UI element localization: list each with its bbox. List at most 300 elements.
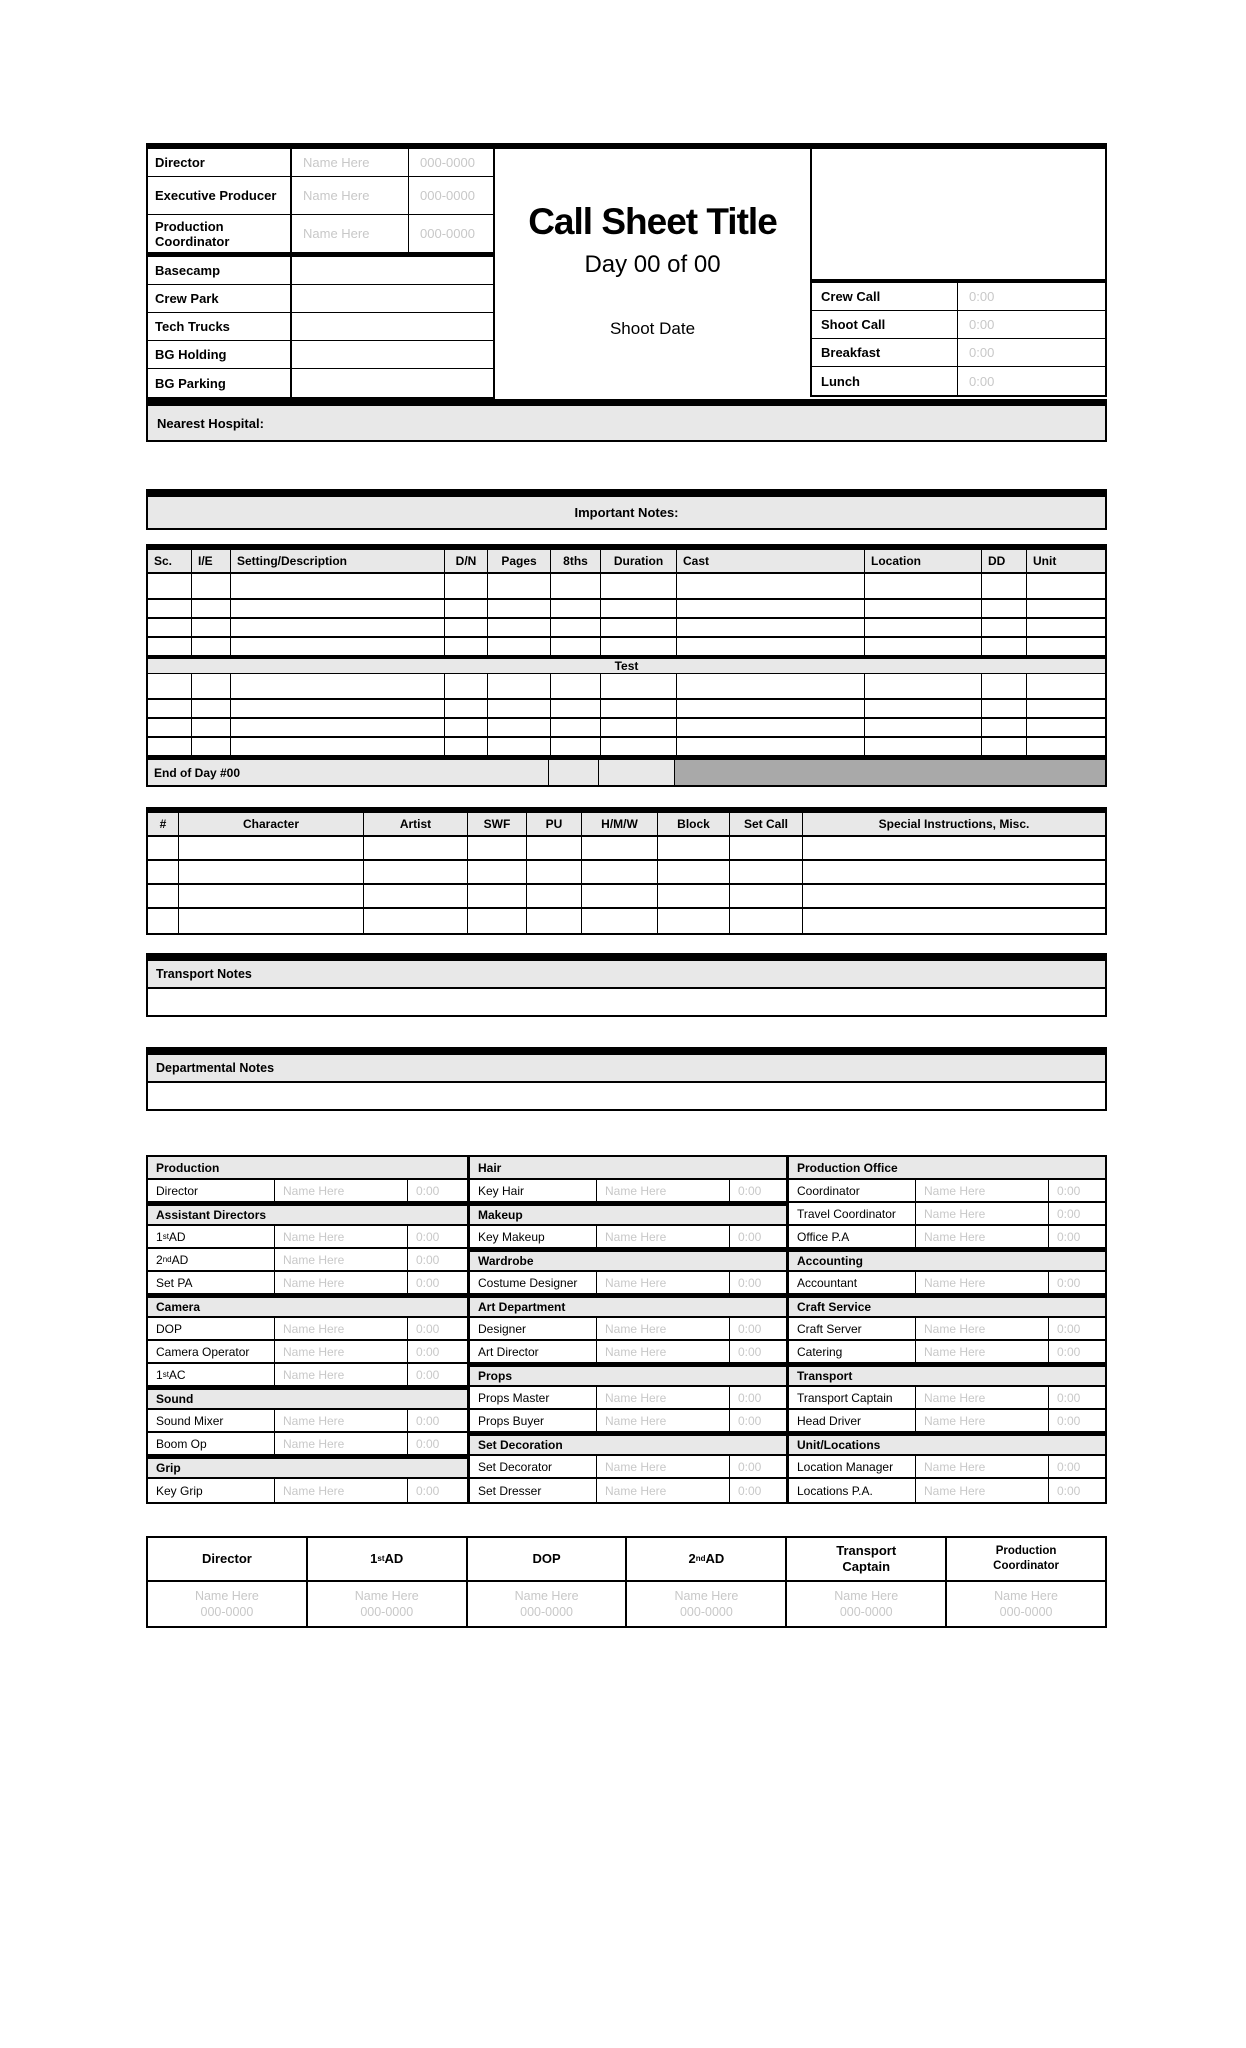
scene-cell[interactable]	[148, 574, 192, 598]
scene-cell[interactable]	[1027, 719, 1105, 736]
scene-cell[interactable]	[982, 700, 1027, 717]
cast-cell[interactable]	[658, 861, 730, 883]
location-value-field[interactable]	[292, 369, 493, 397]
scene-cell[interactable]	[231, 719, 445, 736]
crew-row	[789, 1456, 1105, 1479]
scene-cell[interactable]	[677, 638, 865, 655]
crew-name-field[interactable]: Name Here	[275, 1318, 408, 1339]
scene-cell[interactable]	[192, 674, 231, 698]
crew-name-field[interactable]: Name Here	[597, 1410, 730, 1431]
transport-notes-section	[146, 953, 1107, 1017]
cast-cell[interactable]	[803, 885, 1105, 907]
scene-cell[interactable]	[192, 700, 231, 717]
scene-cell[interactable]	[865, 674, 982, 698]
cast-cell[interactable]	[148, 837, 179, 859]
scene-cell[interactable]	[982, 638, 1027, 655]
crew-section-header: Accounting	[789, 1249, 1105, 1272]
crew-row	[789, 1226, 1105, 1249]
scene-cell[interactable]	[231, 574, 445, 598]
scene-cell[interactable]	[148, 719, 192, 736]
scene-cell[interactable]	[488, 638, 551, 655]
cast-cell[interactable]	[179, 909, 364, 933]
day-counter: Day 00 of 00	[584, 251, 721, 278]
scene-cell[interactable]	[551, 700, 601, 717]
scene-cell[interactable]	[488, 719, 551, 736]
cast-cell[interactable]	[527, 837, 582, 859]
scene-cell[interactable]	[601, 638, 677, 655]
location-label: Tech Trucks	[148, 313, 292, 340]
crew-row	[470, 1410, 786, 1433]
scene-cell[interactable]	[488, 600, 551, 617]
crew-role-label: Set Dresser	[470, 1479, 597, 1502]
scene-cell[interactable]	[865, 619, 982, 636]
location-value-field[interactable]	[292, 257, 493, 284]
footer-contact-field[interactable]: Name Here 000-0000	[834, 1589, 899, 1619]
crew-role-label: 1 st AC	[148, 1364, 275, 1385]
scene-cell[interactable]	[982, 674, 1027, 698]
crew-section-header: Camera	[148, 1295, 467, 1318]
crew-name-field[interactable]: Name Here	[275, 1433, 408, 1454]
crew-time-field[interactable]: 0:00	[1057, 1413, 1081, 1428]
scene-cell[interactable]	[488, 619, 551, 636]
crew-time-field[interactable]: 0:00	[1057, 1390, 1081, 1405]
crew-column-2	[467, 1157, 786, 1502]
crew-row	[789, 1318, 1105, 1341]
crew-name-field[interactable]: Name Here	[275, 1272, 408, 1293]
crew-section-header: Transport	[789, 1364, 1105, 1387]
crew-name-field[interactable]: Name Here	[597, 1341, 730, 1362]
cast-cell[interactable]	[468, 861, 527, 883]
crew-time-field[interactable]: 0:00	[416, 1321, 440, 1336]
crew-time-field[interactable]: 0:00	[416, 1436, 440, 1451]
scene-cell[interactable]	[445, 738, 488, 755]
scene-cell[interactable]	[601, 700, 677, 717]
scene-cell[interactable]	[865, 719, 982, 736]
cast-cell[interactable]	[179, 837, 364, 859]
location-row	[148, 369, 493, 397]
scene-cell[interactable]	[231, 600, 445, 617]
scene-cell[interactable]	[148, 738, 192, 755]
crew-name-field[interactable]: Name Here	[275, 1410, 408, 1431]
scene-cell[interactable]	[601, 719, 677, 736]
crew-name-field[interactable]: Name Here	[275, 1180, 408, 1201]
scene-cell[interactable]	[865, 638, 982, 655]
cast-cell[interactable]	[658, 885, 730, 907]
location-label: BG Parking	[148, 369, 292, 397]
crew-name-field[interactable]: Name Here	[916, 1226, 1049, 1247]
scene-row	[148, 574, 1105, 600]
footer-contact-field[interactable]: Name Here 000-0000	[514, 1589, 579, 1619]
scene-cell[interactable]	[488, 574, 551, 598]
footer-contact-field[interactable]: Name Here 000-0000	[354, 1589, 419, 1619]
cast-cell[interactable]	[582, 861, 658, 883]
crew-role-label: Designer	[470, 1318, 597, 1339]
crew-time-field[interactable]: 0:00	[416, 1344, 440, 1359]
crew-name-field[interactable]: Name Here	[916, 1180, 1049, 1201]
footer-role-label: 2 nd AD	[627, 1538, 785, 1582]
scene-cell[interactable]	[1027, 738, 1105, 755]
footer-column	[945, 1538, 1105, 1626]
crew-row	[148, 1272, 467, 1295]
transport-notes-field[interactable]	[148, 989, 1105, 1015]
time-value-field[interactable]: 0:00	[969, 289, 995, 304]
call-sheet-content	[146, 143, 1107, 1628]
crew-time-field[interactable]: 0:00	[738, 1459, 762, 1474]
scene-cell[interactable]	[445, 719, 488, 736]
scene-cell[interactable]	[148, 638, 192, 655]
scene-col-header: 8ths	[551, 550, 601, 572]
crew-name-field[interactable]: Name Here	[597, 1226, 730, 1247]
crew-time-field[interactable]: 0:00	[738, 1183, 762, 1198]
crew-role-label: Key Hair	[470, 1180, 597, 1201]
crew-name-field[interactable]: Name Here	[275, 1226, 408, 1247]
cast-cell[interactable]	[468, 909, 527, 933]
cast-cell[interactable]	[527, 885, 582, 907]
scene-cell[interactable]	[231, 700, 445, 717]
cast-cell[interactable]	[582, 837, 658, 859]
departmental-notes-field[interactable]	[148, 1083, 1105, 1109]
scene-cell[interactable]	[488, 674, 551, 698]
crew-name-field[interactable]: Name Here	[597, 1180, 730, 1201]
cast-cell[interactable]	[658, 837, 730, 859]
location-value-field[interactable]	[292, 313, 493, 340]
location-label: Basecamp	[148, 257, 292, 284]
crew-time-field[interactable]: 0:00	[738, 1344, 762, 1359]
scene-row	[148, 600, 1105, 619]
crew-role-label: Props Buyer	[470, 1410, 597, 1431]
logo-placeholder-box	[810, 149, 1107, 283]
cast-row	[148, 837, 1105, 861]
scene-cell[interactable]	[551, 719, 601, 736]
footer-column	[625, 1538, 785, 1626]
time-label: Lunch	[812, 367, 958, 395]
scene-cell[interactable]	[551, 574, 601, 598]
cast-cell[interactable]	[364, 885, 468, 907]
crew-row	[148, 1249, 467, 1272]
cast-cell[interactable]	[582, 885, 658, 907]
cast-cell[interactable]	[527, 909, 582, 933]
scene-cell[interactable]	[192, 600, 231, 617]
page-title: Call Sheet Title	[528, 201, 777, 242]
crew-name-field[interactable]: Name Here	[275, 1364, 408, 1385]
end-of-day-dark-cell	[675, 760, 1105, 785]
scene-col-header: I/E	[192, 550, 231, 572]
crew-role-label: DOP	[148, 1318, 275, 1339]
scene-cell[interactable]	[445, 674, 488, 698]
scene-cell[interactable]	[148, 674, 192, 698]
crew-time-field[interactable]: 0:00	[738, 1390, 762, 1405]
crew-section-header: Assistant Directors	[148, 1203, 467, 1226]
scene-cell[interactable]	[192, 574, 231, 598]
scene-cell[interactable]	[982, 719, 1027, 736]
scene-cell[interactable]	[445, 600, 488, 617]
crew-time-field[interactable]: 0:00	[1057, 1459, 1081, 1474]
scene-cell[interactable]	[601, 619, 677, 636]
scene-cell[interactable]	[148, 700, 192, 717]
cast-row	[148, 909, 1105, 933]
scene-cell[interactable]	[982, 619, 1027, 636]
cast-col-header: PU	[527, 813, 582, 835]
scene-cell[interactable]	[445, 638, 488, 655]
crew-row	[470, 1226, 786, 1249]
crew-name-field[interactable]: Name Here	[275, 1479, 408, 1502]
scene-cell[interactable]	[551, 638, 601, 655]
crew-section-header: Props	[470, 1364, 786, 1387]
crew-time-field[interactable]: 0:00	[416, 1413, 440, 1428]
location-row	[148, 285, 493, 313]
scene-cell[interactable]	[601, 738, 677, 755]
scene-cell[interactable]	[445, 574, 488, 598]
scene-cell[interactable]	[601, 574, 677, 598]
cast-col-header: Artist	[364, 813, 468, 835]
contact-phone-field[interactable]: 000-0000	[420, 226, 475, 241]
scene-cell[interactable]	[192, 738, 231, 755]
scene-cell[interactable]	[982, 738, 1027, 755]
cast-cell[interactable]	[179, 885, 364, 907]
crew-grid	[146, 1155, 1107, 1504]
footer-role-label: 1 st AD	[308, 1538, 466, 1582]
scene-cell[interactable]	[865, 738, 982, 755]
contact-name-field[interactable]: Name Here	[292, 215, 409, 252]
nearest-hospital-bar[interactable]: Nearest Hospital:	[146, 399, 1107, 442]
contact-role-label: Executive Producer	[148, 177, 292, 214]
scene-cell[interactable]	[192, 619, 231, 636]
crew-time-field[interactable]: 0:00	[416, 1275, 440, 1290]
scene-cell[interactable]	[231, 619, 445, 636]
scene-cell[interactable]	[982, 574, 1027, 598]
crew-section-header: Hair	[470, 1157, 786, 1180]
crew-role-label: Locations P.A.	[789, 1479, 916, 1502]
scene-cell[interactable]	[677, 700, 865, 717]
crew-section-header: Craft Service	[789, 1295, 1105, 1318]
crew-row	[148, 1180, 467, 1203]
location-value-field[interactable]	[292, 341, 493, 368]
crew-name-field[interactable]: Name Here	[275, 1249, 408, 1270]
scene-cell[interactable]	[148, 619, 192, 636]
scene-cell[interactable]	[551, 619, 601, 636]
time-value-field[interactable]: 0:00	[969, 373, 995, 389]
crew-role-label: Set Decorator	[470, 1456, 597, 1477]
scene-cell[interactable]	[488, 700, 551, 717]
crew-name-field[interactable]: Name Here	[916, 1318, 1049, 1339]
crew-time-field[interactable]: 0:00	[738, 1321, 762, 1336]
scene-row	[148, 719, 1105, 738]
cast-cell[interactable]	[730, 885, 803, 907]
crew-time-field[interactable]: 0:00	[738, 1275, 762, 1290]
crew-role-label: 1 st AD	[148, 1226, 275, 1247]
cast-table	[146, 807, 1107, 935]
scene-cell[interactable]	[192, 638, 231, 655]
cast-cell[interactable]	[364, 909, 468, 933]
end-of-day-label: End of Day #00	[148, 760, 549, 785]
crew-time-field[interactable]: 0:00	[738, 1229, 762, 1244]
cast-cell[interactable]	[148, 861, 179, 883]
scene-row	[148, 700, 1105, 719]
footer-contact-field[interactable]: Name Here 000-0000	[194, 1589, 259, 1619]
cast-cell[interactable]	[803, 909, 1105, 933]
crew-time-field[interactable]: 0:00	[416, 1367, 440, 1382]
crew-time-field[interactable]: 0:00	[738, 1483, 762, 1498]
cast-cell[interactable]	[658, 909, 730, 933]
cast-cell[interactable]	[148, 885, 179, 907]
cast-header-row	[148, 813, 1105, 837]
crew-name-field[interactable]: Name Here	[916, 1479, 1049, 1502]
crew-name-field[interactable]: Name Here	[916, 1410, 1049, 1431]
scene-cell[interactable]	[1027, 619, 1105, 636]
scene-row	[148, 638, 1105, 657]
cast-row	[148, 861, 1105, 885]
scene-cell[interactable]	[677, 574, 865, 598]
scene-cell[interactable]	[551, 674, 601, 698]
scene-cell[interactable]	[1027, 600, 1105, 617]
crew-row	[789, 1203, 1105, 1226]
crew-row	[148, 1318, 467, 1341]
scene-cell[interactable]	[148, 600, 192, 617]
contact-name-field[interactable]: Name Here	[292, 149, 409, 176]
crew-time-field[interactable]: 0:00	[1057, 1483, 1081, 1498]
scene-col-header: DD	[982, 550, 1027, 572]
cast-cell[interactable]	[527, 861, 582, 883]
scene-cell[interactable]	[445, 619, 488, 636]
time-row	[812, 367, 1105, 395]
crew-time-field[interactable]: 0:00	[416, 1252, 440, 1267]
scene-cell[interactable]	[488, 738, 551, 755]
scene-cell[interactable]	[865, 700, 982, 717]
cast-cell[interactable]	[364, 861, 468, 883]
crew-time-field[interactable]: 0:00	[416, 1183, 440, 1198]
crew-name-field[interactable]: Name Here	[597, 1387, 730, 1408]
crew-name-field[interactable]: Name Here	[916, 1387, 1049, 1408]
crew-role-label: Boom Op	[148, 1433, 275, 1454]
crew-role-label: Art Director	[470, 1341, 597, 1362]
scene-cell[interactable]	[677, 674, 865, 698]
cast-col-header: #	[148, 813, 179, 835]
crew-row	[148, 1226, 467, 1249]
crew-section-header: Grip	[148, 1456, 467, 1479]
time-value-field[interactable]: 0:00	[969, 345, 995, 360]
scene-cell[interactable]	[231, 738, 445, 755]
scene-cell[interactable]	[1027, 700, 1105, 717]
cast-cell[interactable]	[803, 861, 1105, 883]
scene-cell[interactable]	[551, 738, 601, 755]
cast-cell[interactable]	[468, 885, 527, 907]
crew-name-field[interactable]: Name Here	[916, 1456, 1049, 1477]
cast-col-header: Character	[179, 813, 364, 835]
crew-time-field[interactable]: 0:00	[738, 1413, 762, 1428]
scene-row	[148, 674, 1105, 700]
scene-cell[interactable]	[982, 600, 1027, 617]
crew-row	[148, 1341, 467, 1364]
cast-cell[interactable]	[730, 837, 803, 859]
contact-phone-field[interactable]: 000-0000	[420, 188, 475, 203]
crew-name-field[interactable]: Name Here	[916, 1341, 1049, 1362]
cast-cell[interactable]	[730, 909, 803, 933]
time-value-field[interactable]: 0:00	[969, 317, 995, 332]
location-label: Crew Park	[148, 285, 292, 312]
location-value-field[interactable]	[292, 285, 493, 312]
crew-name-field[interactable]: Name Here	[597, 1456, 730, 1477]
crew-name-field[interactable]: Name Here	[916, 1272, 1049, 1293]
contact-phone-field[interactable]: 000-0000	[420, 155, 475, 170]
scene-cell[interactable]	[1027, 574, 1105, 598]
footer-contact-field[interactable]: Name Here 000-0000	[674, 1589, 739, 1619]
crew-time-field[interactable]: 0:00	[1057, 1183, 1081, 1198]
call-times-table	[810, 283, 1107, 397]
contact-row	[148, 149, 493, 177]
scene-cell[interactable]	[192, 719, 231, 736]
crew-row	[148, 1433, 467, 1456]
cast-cell[interactable]	[730, 861, 803, 883]
crew-name-field[interactable]: Name Here	[916, 1203, 1049, 1224]
footer-contact-field[interactable]: Name Here 000-0000	[994, 1589, 1059, 1619]
contact-row	[148, 177, 493, 215]
scene-cell[interactable]	[677, 719, 865, 736]
footer-column	[148, 1538, 306, 1626]
crew-section-header: Wardrobe	[470, 1249, 786, 1272]
scene-cell[interactable]	[865, 574, 982, 598]
departmental-notes-section	[146, 1047, 1107, 1111]
scene-cell[interactable]	[231, 638, 445, 655]
crew-time-field[interactable]: 0:00	[1057, 1275, 1081, 1290]
crew-name-field[interactable]: Name Here	[275, 1341, 408, 1362]
time-label: Crew Call	[812, 283, 958, 310]
crew-time-field[interactable]: 0:00	[1057, 1206, 1081, 1221]
end-of-day-cell[interactable]	[549, 760, 599, 785]
crew-name-field[interactable]: Name Here	[597, 1272, 730, 1293]
scene-cell[interactable]	[1027, 638, 1105, 655]
scene-mid-band: Test	[148, 657, 1105, 674]
footer-role-label: DOP	[468, 1538, 626, 1582]
crew-time-field[interactable]: 0:00	[416, 1229, 440, 1244]
end-of-day-cell[interactable]	[599, 760, 675, 785]
crew-time-field[interactable]: 0:00	[416, 1483, 440, 1498]
crew-role-label: Head Driver	[789, 1410, 916, 1431]
header-block	[146, 143, 1107, 399]
crew-time-field[interactable]: 0:00	[1057, 1344, 1081, 1359]
cast-cell[interactable]	[803, 837, 1105, 859]
contact-role-label: Director	[148, 149, 292, 176]
scene-cell[interactable]	[231, 674, 445, 698]
scene-cell[interactable]	[865, 600, 982, 617]
crew-time-field[interactable]: 0:00	[1057, 1229, 1081, 1244]
cast-cell[interactable]	[148, 909, 179, 933]
crew-name-field[interactable]: Name Here	[597, 1479, 730, 1502]
scene-cell[interactable]	[677, 619, 865, 636]
crew-name-field[interactable]: Name Here	[597, 1318, 730, 1339]
scene-cell[interactable]	[445, 700, 488, 717]
scene-cell[interactable]	[551, 600, 601, 617]
cast-cell[interactable]	[364, 837, 468, 859]
crew-time-field[interactable]: 0:00	[1057, 1321, 1081, 1336]
scene-cell[interactable]	[1027, 674, 1105, 698]
contact-row	[148, 215, 493, 253]
cast-cell[interactable]	[582, 909, 658, 933]
cast-cell[interactable]	[179, 861, 364, 883]
scene-cell[interactable]	[677, 738, 865, 755]
scene-cell[interactable]	[601, 674, 677, 698]
crew-section-header: Unit/Locations	[789, 1433, 1105, 1456]
scene-row	[148, 738, 1105, 757]
crew-role-label: Sound Mixer	[148, 1410, 275, 1431]
crew-role-label: Accountant	[789, 1272, 916, 1293]
crew-row	[470, 1479, 786, 1502]
scene-cell[interactable]	[677, 600, 865, 617]
contact-name-field[interactable]: Name Here	[292, 177, 409, 214]
crew-role-label: 2 nd AD	[148, 1249, 275, 1270]
important-notes-banner[interactable]: Important Notes:	[146, 489, 1107, 530]
cast-cell[interactable]	[468, 837, 527, 859]
scene-cell[interactable]	[601, 600, 677, 617]
